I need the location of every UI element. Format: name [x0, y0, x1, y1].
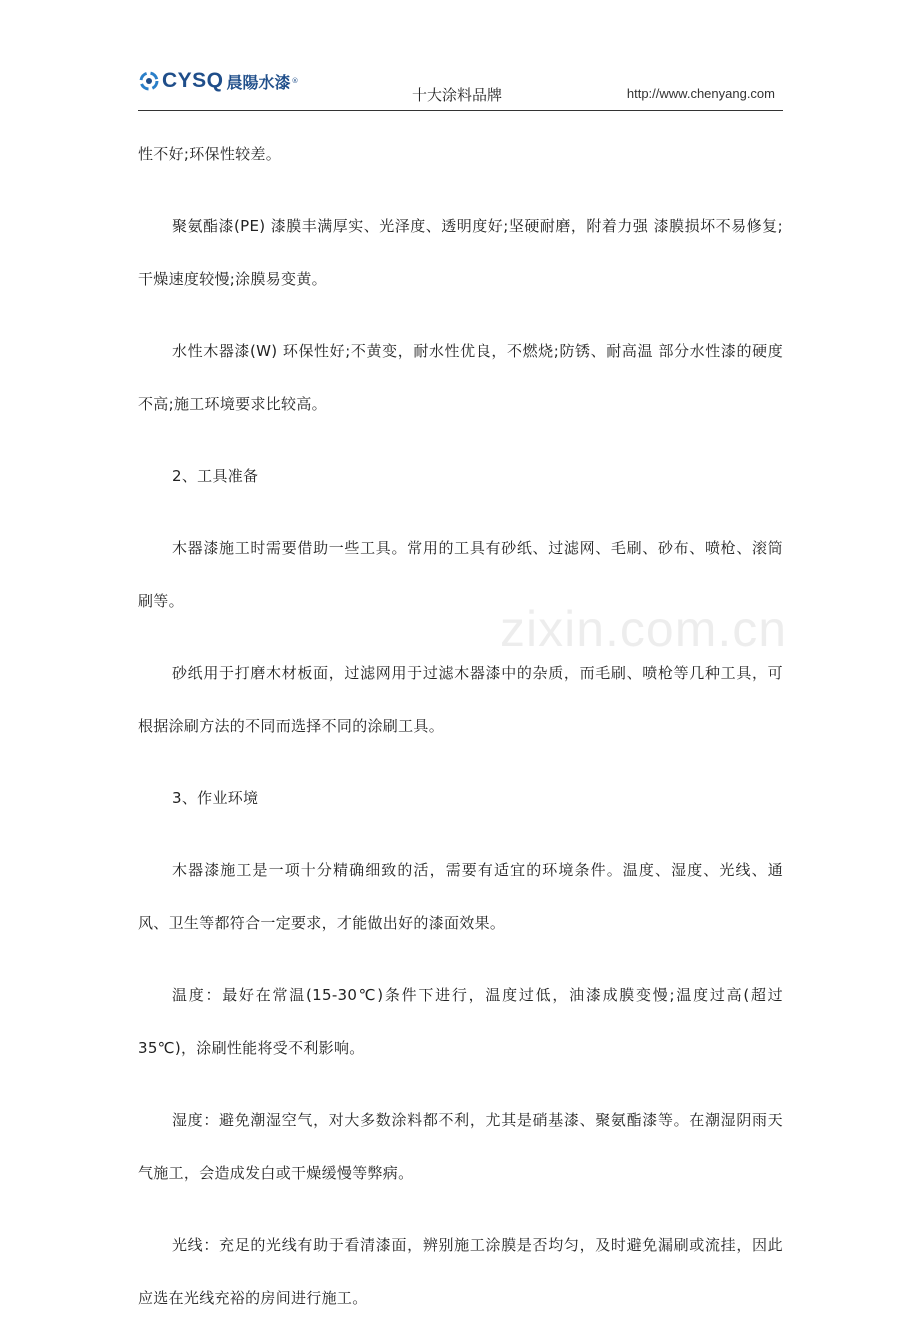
paragraph: 木器漆施工时需要借助一些工具。常用的工具有砂纸、过滤网、毛刷、砂布、喷枪、滚筒刷等。: [138, 539, 783, 610]
paragraph: 聚氨酯漆(PE) 漆膜丰满厚实、光泽度、透明度好;坚硬耐磨，附着力强 漆膜损坏不易修复;干燥速度较慢;涂膜易变黄。: [138, 217, 783, 288]
watermark: zixin.com.cn: [500, 601, 788, 657]
paragraph: 木器漆施工是一项十分精确细致的活，需要有适宜的环境条件。温度、湿度、光线、通风、卫生等都符合一定要求，才能做出好的漆面效果。: [138, 861, 783, 932]
paragraph: 性不好;环保性较差。: [138, 145, 282, 163]
page-header: [138, 58, 783, 110]
paragraph: 砂纸用于打磨木材板面，过滤网用于过滤木器漆中的杂质，而毛刷、喷枪等几种工具，可根据涂刷方法的不同而选择不同的涂刷工具。: [138, 664, 783, 735]
header-title: 十大涂料品牌: [412, 86, 503, 104]
header-url[interactable]: http://www.chenyang.com: [626, 86, 775, 101]
logo-mark-icon: [138, 70, 160, 92]
logo-cjk-text: 晨陽水漆: [226, 72, 291, 92]
section-heading: 3、作业环境: [172, 789, 259, 807]
paragraph: 光线：充足的光线有助于看清漆面，辨别施工涂膜是否均匀，及时避免漏刷或流挂，因此应选在光线充裕的房间进行施工。: [138, 1236, 783, 1307]
paragraph: 温度：最好在常温(15-30℃)条件下进行，温度过低，油漆成膜变慢;温度过高(超过 35℃)，涂刷性能将受不利影响。: [138, 986, 783, 1057]
section-heading: 2、工具准备: [172, 467, 259, 485]
logo-latin-text: CYSQ: [162, 69, 224, 92]
paragraph: 水性木器漆(W) 环保性好;不黄变，耐水性优良，不燃烧;防锈、耐高温 部分水性漆的硬度不高;施工环境要求比较高。: [138, 342, 783, 413]
document-body: [138, 128, 783, 1344]
paragraph: 湿度：避免潮湿空气，对大多数涂料都不利，尤其是硝基漆、聚氨酯漆等。在潮湿阴雨天气施工，会造成发白或干燥缓慢等弊病。: [138, 1111, 783, 1182]
registered-mark: ®: [291, 77, 299, 85]
header-divider: [138, 110, 783, 111]
brand-logo: [138, 64, 299, 98]
